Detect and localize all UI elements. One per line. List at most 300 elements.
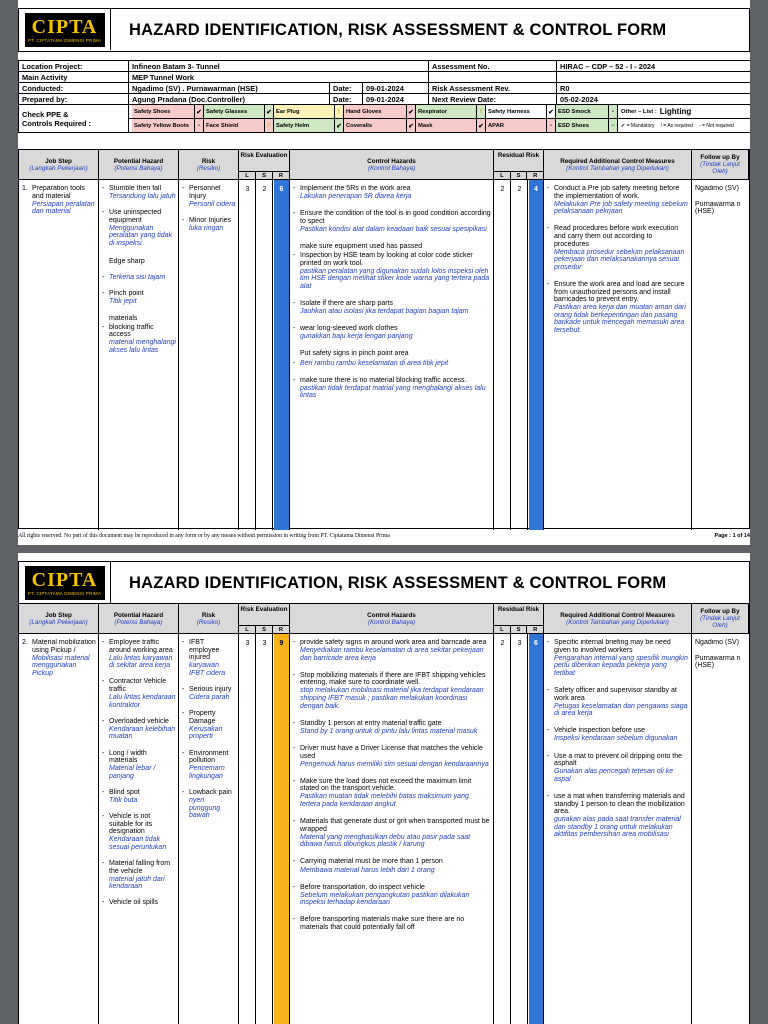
bullet-dash [293,243,300,251]
col-line [511,634,528,1024]
hazard-cell [102,185,176,528]
ppe-check-mark: ✔ [194,105,203,118]
bullet-dash: - [547,792,550,800]
bullet-dash: - [293,744,296,752]
form-header-2 [18,561,750,605]
control-item [293,300,491,316]
control-item [293,778,491,809]
col-line [511,180,528,530]
bullet-dash: - [547,686,550,694]
bullet-dash: - [547,727,550,735]
col-risk [179,150,239,179]
col-risk-evaluation-subheaders [239,625,289,633]
hazard-item [102,209,176,248]
col-job-step-title: Job Step [45,157,72,165]
hazard-item [102,678,176,709]
text-id: Personil cidera [189,200,236,208]
text-id: nyeri punggung bawah [189,797,221,820]
hazard-item [102,899,176,907]
text-en: Before transporting materials make sure there are no materials that could potentially fall off [300,916,465,932]
ppe-item-name: ESD Smock [558,108,591,115]
bullet-dash: - [293,858,296,866]
other-list-label: Other – List : [621,108,657,115]
control-item [293,818,491,849]
ppe-item [556,105,618,118]
col-additional-controls-subtitle: (Kontrol Tambahan yang Diperlukan) [566,164,669,172]
text-id: Pengarahan internal yang spesifik mungkin perlu diberikan kepada pekerja yang terlibat [554,654,688,677]
follow-up-person: Purnawarma n (HSE) [695,654,741,670]
ppe-item-name: APAR [488,122,504,129]
col-additional-controls-title: Required Additional Control Measures [560,611,675,619]
col-risk [179,604,239,633]
assessment-label: Assessment No. [429,61,557,72]
ppe-item [344,119,416,132]
activity-label: Main Activity [19,72,129,83]
prepared-date: 09-01-2024 [363,94,429,105]
col-follow-up-title: Follow up By [700,154,740,161]
residual-r: 6 [534,640,538,647]
col-potential-hazard [99,150,179,179]
follow-up-person: Ngadimo (SV) [695,185,739,192]
item-text [300,300,469,316]
text-id: Melakukan Pre job safety meeting sebelum pelaksanaan pekrjaan [554,200,688,216]
additional-control-cell [547,639,689,1024]
text-en: Pinch point [109,290,144,298]
col-risk-evaluation-r: R [278,627,284,633]
activity-value: MEP Tunnel Work [129,72,429,83]
residual-s: 3 [517,640,522,647]
footer-copyright: All rights reserved. No part of this document may be reproduced in any form or by any means without permission in writing from PT. Ciptatama Dimensi Prima [18,533,390,539]
control-item [293,858,491,874]
item-text [189,750,236,781]
bullet-dash: - [547,752,550,760]
risk-item [182,639,236,678]
ppe-check-mark: ✔ [546,105,555,118]
col-residual-risk-r: R [533,627,538,633]
control-item [293,377,491,401]
col-follow-up [692,604,749,633]
bullet-dash: - [293,883,296,891]
text-id: Menyediakan rambu keselamatan di area sekitar pekerjaan dan barricade area kerja [300,647,484,662]
item-text [300,243,422,251]
additional-control-item [547,639,689,678]
bullet-dash: - [102,717,105,725]
company-logo-2 [19,562,111,603]
bullet-dash: - [293,376,296,384]
ppe-check-mark: ✔ [264,105,273,118]
ppe-item-name: Face Shield [206,122,239,129]
item-text [189,217,231,233]
col-risk-evaluation-title: Risk Evaluation [240,606,288,613]
risk-item [182,185,236,209]
item-text [554,793,689,840]
item-text [109,290,144,306]
bullet-dash [102,258,109,266]
table-column-headers-p1 [19,150,749,180]
col-follow-up [692,150,749,179]
hazard-item [102,750,176,781]
bullet-dash: - [182,749,185,757]
text-id: Pastikan kondisi alat dalam keadaan baik sesuai spesipikasi [300,225,487,233]
col-job-step [19,150,99,179]
bullet-dash: - [102,749,105,757]
text-id: Petugas keselamatan dan pengawas siaga di area kerja [554,702,688,718]
text-id: Cidera parah [189,694,230,702]
ppe-check-mark: - [194,119,203,132]
text-en: Ensure the condition of the tool is in good condition according to spect [300,210,491,225]
bullet-dash: - [182,185,185,192]
residual-rating-bar [529,634,543,1024]
ppe-item-name: Hand Gloves [346,108,382,115]
col-risk-evaluation [239,604,290,633]
logo-subtext: PT. CIPTATAMA DIMENSI PRIMA [27,37,102,43]
ppe-item-name: Coveralls [346,122,373,129]
col-control-hazards-subtitle: (Kontrol Bahaya) [367,164,416,172]
col-control-hazards [290,150,494,179]
table-column-headers-p2 [19,604,749,634]
col-follow-up-title: Follow up By [700,608,740,615]
text-id: pastikan tidak terdapat matrial yang menghalangi akses lalu lintas [300,384,486,400]
job-step-en: Preparation tools and material [32,185,85,200]
item-text [300,916,491,932]
text-id: luka ringan [189,224,224,232]
job-step-text [32,185,96,216]
ppe-label-line1: Check PPE & [22,109,69,119]
text-en: Inspection by HSE team by looking at color code sticker printed on work tool. [300,252,473,267]
text-en: IFBT employee injured [189,639,220,662]
text-en: Ensure the work area and load are secure from unauthorized persons and install barricades to prevent entry. [554,280,685,304]
ppe-item-name: Safety Yellow Boots [134,122,189,129]
ppe-check-mark: - [608,119,617,132]
bullet-dash: - [293,639,296,646]
item-text [300,672,491,711]
item-text [554,185,689,216]
col-residual-risk-s: S [511,626,528,633]
col-risk-evaluation-s: S [256,172,273,179]
ppe-check-mark: - [546,119,555,132]
bullet-dash: - [293,719,296,727]
ppe-item [132,119,204,132]
col-risk-subtitle: (Resiko) [196,164,221,172]
text-id: gunakan alas pada saat transfer material dan standby 1 orang untuk melakukan aktifitas pembersihan area mobilisasi [554,816,681,839]
col-job-step [19,604,99,633]
text-en: wear long-sleeved work clothes [300,325,398,333]
conducted-date: 09-01-2024 [363,83,429,94]
text-id: material jatuh dari kendaraan [109,875,165,891]
residual-r: 4 [534,186,538,193]
text-id: Terkena sisi tajam [109,274,166,282]
control-item [293,350,491,358]
ppe-item [204,105,274,118]
text-id: Titik jepit [109,298,137,306]
bullet-dash: - [102,274,105,282]
logo-subtext-2: PT. CIPTATAMA DIMENSI PRIMA [27,590,102,596]
ppe-item [132,105,204,118]
hazard-item [102,290,176,306]
col-risk-evaluation [239,150,290,179]
text-en: Edge sharp [109,258,145,266]
risk-rating-bar [274,180,289,530]
col-control-hazards [290,604,494,633]
bullet-dash: - [293,777,296,785]
item-text [300,252,491,291]
job-step [22,185,96,216]
col-residual-risk-subheaders [494,625,543,633]
risk-item [182,217,236,233]
bullet-dash: - [182,788,185,796]
bullet-dash: - [102,788,105,796]
risk-l: 3 [245,186,250,193]
bullet-dash: - [547,185,550,192]
additional-control-item [547,793,689,840]
page-footer [18,533,750,539]
text-en: Overloaded vehicle [109,717,169,725]
text-en: Put safety signs in pinch point area [300,350,409,358]
bullet-dash [293,350,300,358]
ppe-item-name: ESD Shoes [558,122,589,129]
text-id: stop melakukan mobilisasi material jika terdapat kendaraan shipping IFBT masuk ; pastikan melakukan koordinasi dengan baik. [300,687,484,710]
control-item [293,360,491,368]
item-text [300,185,411,201]
conducted-label: Conducted: [19,83,129,94]
bullet-dash: - [102,209,105,217]
text-id: Jauhkan atau isolasi jika terdapat bagian bagian tajam [300,308,469,316]
text-id: Pastikan area kerja dan muatan aman dari orang tidak berkepentingan dan pasang barikade untuk mencegah memasuki area tersebut. [554,304,686,334]
job-step-number: 1. [22,185,28,192]
prepared-label: Prepared by: [19,94,129,105]
ppe-check-mark: ! [476,105,485,118]
text-en: Stumble then fall [109,185,162,192]
col-control-hazards-subtitle: (Kontrol Bahaya) [367,618,416,626]
item-text [189,710,236,741]
text-en: use a mat when transferring materials and standby 1 person to clean the mobilization area. [554,792,685,816]
col-risk-evaluation-l: L [239,172,256,179]
hazard-item [102,718,176,742]
rev-value: R0 [557,83,751,94]
ppe-label [19,105,129,133]
col-additional-controls [544,150,692,179]
item-text [300,350,409,358]
text-en: Property Damage [189,710,216,725]
bullet-dash: - [102,813,105,821]
control-item [293,252,491,291]
review-value: 05-02-2024 [557,94,751,105]
text-id: Lalu lintas karyawan di sekitar area kerja [109,654,173,670]
location-label: Location Project: [19,61,129,72]
text-en: Contractor Vehicle traffic [109,678,167,693]
residual-rating-bar [529,180,543,530]
item-text [109,324,176,355]
text-id: Material lebar / panjang [109,765,156,780]
bullet-dash: - [102,678,105,686]
rev-label: Risk Assessment Rev. [429,83,557,94]
job-step-en: Material mobilization using Pickup / [32,639,96,654]
additional-control-item [547,753,689,784]
prepared-value: Agung Pradana (Doc.Controller) [129,94,330,105]
text-en: make sure equipment used has passed [300,242,423,250]
hazard-item [102,324,176,355]
job-step-number: 2. [22,639,28,646]
ppe-item [486,105,556,118]
text-id: Membawa material harus lebih dari 1 orang [300,866,435,874]
col-additional-controls-subtitle: (Kontrol Tambahan yang Diperlukan) [566,618,669,626]
risk-item [182,789,236,820]
bullet-dash: - [293,252,296,260]
col-risk-evaluation-l: L [239,626,256,633]
control-item [293,745,491,769]
text-en: Specific internal briefing may be need given to involved workers [554,639,671,654]
item-text [300,884,491,908]
bullet-dash: - [102,290,105,298]
col-residual-risk-r: R [533,173,538,179]
text-en: Environment pollution [189,749,229,765]
text-en: Driver must have a Driver License that matches the vehicle used [300,744,483,760]
text-en: Standby 1 person at entry material traffic gate [300,719,442,727]
text-en: Use a mat to prevent oil dripping onto the asphalt [554,752,683,768]
text-id: Membaca prosedur sebelum pelaksanaan pekerjaan dan melaksanakannya sesuai prosedur [554,248,685,271]
risk-r: 9 [279,640,284,647]
risk-item [182,710,236,741]
hazard-item [102,639,176,670]
text-en: Vehicle inspection before use [554,727,646,735]
item-text [189,789,236,820]
item-text [109,789,140,805]
bullet-dash: - [102,185,105,192]
text-en: Make sure the load does not exceed the maximum limit stated on the transport vehicle. [300,777,472,793]
conducted-date-label: Date: [330,83,363,94]
item-text [109,813,176,852]
col-additional-controls [544,604,692,633]
control-item [293,720,491,736]
ppe-check-mark: ✔ [476,119,485,132]
ppe-item-name: Safety Helm [276,122,310,129]
bullet-dash: - [293,359,296,367]
review-label: Next Review Date: [429,94,557,105]
item-text [554,225,689,272]
col-line [494,180,511,530]
other-list-value: Lighting [659,107,692,116]
item-text [109,860,176,891]
hazard-item [102,860,176,891]
ppe-item [274,105,344,118]
legend-mandatory: ✔ = Mandatory [621,122,655,129]
col-residual-risk [494,604,544,633]
logo-text-2: CIPTA [31,568,98,591]
form-page-1 [18,0,750,545]
text-id: Tersandung lalu jatuh [109,193,176,201]
item-text [109,899,158,907]
form-page-2 [18,553,750,1024]
item-text [109,274,165,282]
ppe-label-line2: Controls Required : [22,118,91,128]
bullet-dash: - [293,210,296,218]
bullet-dash: - [182,710,185,718]
bullet-dash: - [102,323,105,331]
ppe-item-name: Ear Plug [276,108,300,115]
col-risk-evaluation-title: Risk Evaluation [240,152,288,159]
job-step-cell [22,185,96,528]
prepared-date-label: Date: [330,94,363,105]
logo-text: CIPTA [31,15,98,38]
col-residual-risk-subheaders [494,171,543,179]
form-header [18,8,750,52]
item-text [189,639,236,678]
residual-l: 2 [500,186,505,193]
text-id: Menggunakan peralatan yang tidak di inspeksi [109,224,173,248]
text-id: Pencemarn lingkungan [189,765,225,780]
item-text [189,185,236,209]
text-id: Sebelum melakukan pengangkutan pastikan dilakukan inspeksi terhadap kendaraan [300,891,470,907]
job-step-cell [22,639,96,1024]
footer-page-number: Page : 1 of 14 [714,533,750,539]
ppe-item [204,119,274,132]
text-id: Gunakan alas pencegah tetesan oli ke aspal [554,768,674,783]
col-risk-title: Risk [201,157,216,165]
hazard-cell [102,639,176,1024]
item-text [109,209,176,248]
item-text [300,745,491,769]
col-line [239,634,256,1024]
ppe-item-name: Mask [418,122,433,129]
residual-s: 2 [517,186,522,193]
text-id: Pastikan muatan tidak melebihi batas maksimum yang tertera pada kendaraan angkut [300,793,469,808]
hazard-item [102,258,176,266]
col-residual-risk-s: S [511,172,528,179]
additional-control-item [547,185,689,216]
form-title: HAZARD IDENTIFICATION, RISK ASSESSMENT & CONTROL FORM [129,20,667,39]
item-text [109,639,176,670]
text-en: Safety officer and supervisor standby at work area [554,686,677,702]
col-potential-hazard [99,604,179,633]
text-en: make sure there is no material blocking traffic access. [300,376,467,384]
bullet-dash: - [102,860,105,868]
text-en: Use uninspected equipment [109,209,162,224]
item-text [554,753,689,784]
risk-s: 2 [262,186,267,193]
form-title-2: HAZARD IDENTIFICATION, RISK ASSESSMENT & CONTROL FORM [129,573,667,592]
follow-up-cell [695,185,746,528]
job-step-id: Persiapan peralatan dan material [32,200,95,216]
job-step-id: Mobilisasi material menggunakan Pickup [32,654,90,677]
item-text [300,818,491,849]
bullet-dash: - [182,685,185,693]
col-line [494,634,511,1024]
control-item [293,243,491,251]
text-en: Read procedures before work execution and carry them out according to procedures [554,225,679,248]
text-en: Stop mobilizing materials if there are IFBT shipping vehicles entering, make sure to coordinate well. [300,671,486,687]
additional-control-item [547,281,689,335]
ppe-item-name: Respirator [418,108,447,115]
ppe-item [486,119,556,132]
text-en: Vehicle oil spills [109,899,159,907]
ppe-item-name: Safety Shoes [134,108,171,115]
col-risk-evaluation-s: S [256,626,273,633]
text-en: Serious injury [189,685,232,693]
text-id: gunakkan baju kerja lengan panjang [300,333,413,341]
col-risk-subtitle: (Resiko) [196,618,221,626]
control-item [293,672,491,711]
ppe-item [416,105,486,118]
text-id: Stand by 1 orang untuk di pintu lalu lintas material masuk [300,727,478,735]
item-text [300,778,491,809]
text-en: materials [109,314,138,322]
risk-l: 3 [245,640,250,647]
hazard-item [102,185,176,201]
hazard-item [102,315,176,323]
risk-item [182,750,236,781]
bullet-dash: - [102,639,105,646]
bullet-dash: - [293,325,296,333]
